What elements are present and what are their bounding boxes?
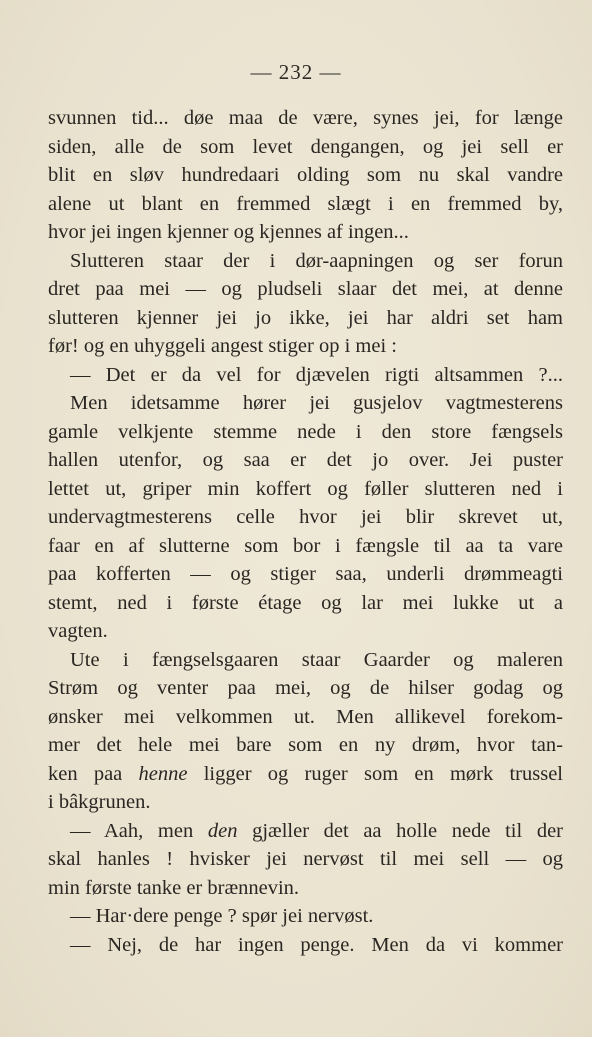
- text-line: lettet ut, griper min koffert og føller slutteren ned i: [48, 477, 563, 500]
- text-line: siden, alle de som levet dengangen, og jei sell er: [48, 135, 563, 158]
- text-line: ken paa henne ligger og ruger som en mørk trussel: [48, 762, 563, 785]
- text-line: hallen utenfor, og saa er det jo over. Jei puster: [48, 449, 563, 471]
- text-line: — Nej, de har ingen penge. Men da vi kommer: [70, 933, 563, 956]
- text-line: undervagtmesterens celle hvor jei blir skrevet ut,: [48, 506, 563, 528]
- text-line: Strøm og venter paa mei, og de hilser godag og: [48, 677, 563, 699]
- text-line: dret paa mei — og pludseli slaar det mei, at denne: [48, 278, 563, 300]
- text-line: mer det hele mei bare som en ny drøm, hvor tan-: [48, 734, 563, 756]
- text-line: stemt, ned i første étage og lar mei lukke ut a: [48, 591, 563, 614]
- text-line: — Det er da vel for djævelen rigti altsammen ?...: [70, 363, 563, 386]
- text-line: slutteren kjenner jei jo ikke, jei har aldri set ham: [48, 306, 563, 329]
- text-line: i bâkgrunen.: [48, 791, 151, 813]
- text-line: Slutteren staar der i dør-aapningen og ser forun: [70, 249, 563, 272]
- text-line: min første tanke er brænnevin.: [48, 876, 300, 899]
- body-text: [48, 104, 563, 959]
- text-line: før! og en uhyggeli angest stiger op i mei :: [48, 335, 397, 357]
- text-line: skal hanles ! hvisker jei nervøst til mei sell — og: [48, 848, 563, 870]
- text-line: ønsker mei velkommen ut. Men allikevel forekom-: [48, 705, 563, 728]
- text-line: svunnen tid... døe maa de være, synes jei, for længe: [48, 107, 563, 129]
- text-line: gamle velkjente stemme nede i den store fængsels: [48, 420, 563, 443]
- text-line: Ute i fængselsgaaren staar Gaarder og maleren: [70, 648, 563, 671]
- text-line: — Har·dere penge ? spør jei nervøst.: [70, 905, 374, 927]
- text-line: paa kofferten — og stiger saa, underli drømmeagti: [48, 563, 563, 585]
- text-line: hvor jei ingen kjenner og kjennes af ingen...: [48, 221, 409, 243]
- text-line: alene ut blant en fremmed slægt i en fremmed by,: [48, 192, 563, 215]
- page-number: — 232 —: [250, 60, 342, 84]
- text-line: blit en sløv hundredaari olding som nu skal vandre: [48, 164, 563, 186]
- text-line: faar en af slutterne som bor i fængsle til aa ta vare: [48, 534, 563, 557]
- text-line: Men idetsamme hører jei gusjelov vagtmesterens: [70, 392, 563, 414]
- text-line: vagten.: [48, 620, 108, 642]
- text-line: — Aah, men den gjæller det aa holle nede til der: [70, 819, 563, 842]
